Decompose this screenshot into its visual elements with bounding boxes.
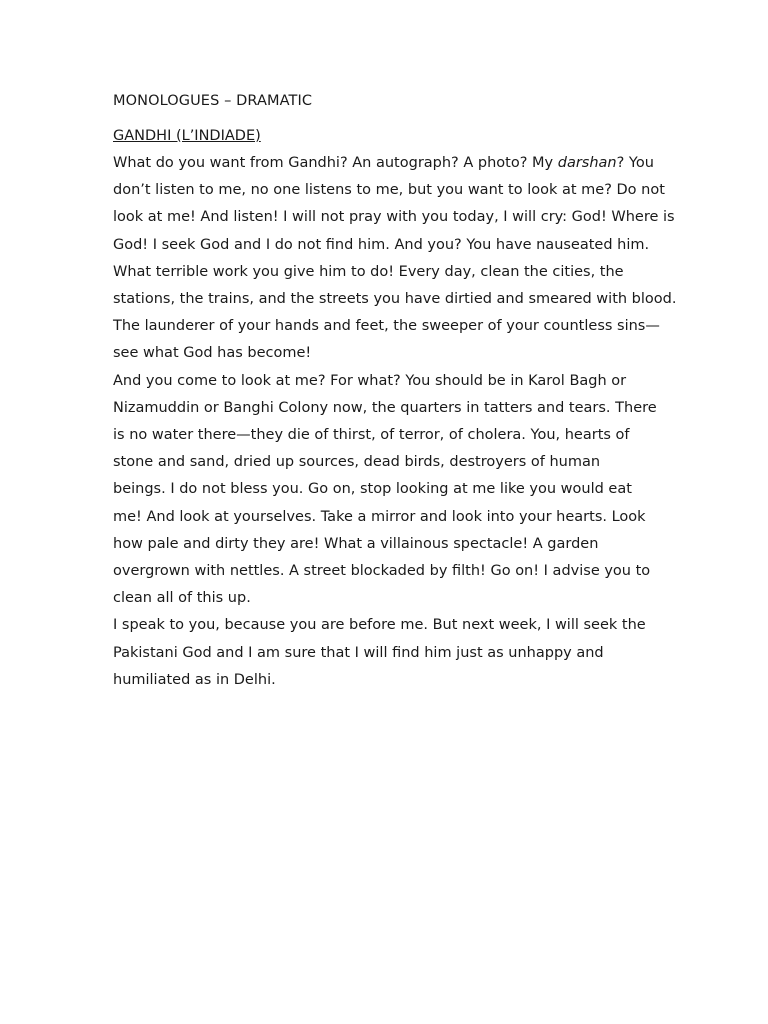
- text-line: The launderer of your hands and feet, the sweeper of your countless sins—: [113, 318, 660, 335]
- text-line: me! And look at yourselves. Take a mirror and look into your hearts. Look: [113, 508, 646, 525]
- text-line: I speak to you, because you are before me. But next week, I will seek the: [113, 617, 646, 634]
- text-line: God! I seek God and I do not find him. And you? You have nauseated him.: [113, 236, 650, 253]
- text-line: see what God has become!: [113, 345, 312, 362]
- document-title: MONOLOGUES – DRAMATIC: [113, 93, 313, 109]
- section-heading: GANDHI (L’INDIADE): [113, 128, 261, 144]
- paragraph-1: [113, 150, 703, 368]
- text-line: beings. I do not bless you. Go on, stop looking at me like you would eat: [113, 481, 632, 498]
- paragraph-3: [113, 612, 703, 694]
- italic-term: darshan: [557, 155, 617, 171]
- text-line: And you come to look at me? For what? You should be in Karol Bagh or: [113, 372, 627, 389]
- text-line: clean all of this up.: [113, 590, 251, 607]
- text-line: stone and sand, dried up sources, dead birds, destroyers of human: [113, 454, 601, 471]
- text-line: What terrible work you give him to do! Every day, clean the cities, the: [113, 263, 624, 280]
- text-line: [113, 150, 703, 177]
- document-page: [113, 88, 703, 694]
- text-line: don’t listen to me, no one listens to me, but you want to look at me? Do not: [113, 182, 665, 199]
- text-run: ? You: [616, 155, 654, 171]
- text-line: Nizamuddin or Banghi Colony now, the quarters in tatters and tears. There: [113, 399, 657, 416]
- text-line: stations, the trains, and the streets you have dirtied and smeared with blood.: [113, 291, 677, 308]
- text-line: how pale and dirty they are! What a villainous spectacle! A garden: [113, 535, 599, 552]
- text-line: Pakistani God and I am sure that I will find him just as unhappy and: [113, 644, 604, 661]
- text-run: What do you want from Gandhi? An autograph? A photo? My: [113, 155, 558, 171]
- text-line: humiliated as in Delhi.: [113, 671, 276, 688]
- text-line: is no water there—they die of thirst, of terror, of cholera. You, hearts of: [113, 427, 630, 444]
- text-line: look at me! And listen! I will not pray with you today, I will cry: God! Where is: [113, 209, 675, 226]
- paragraph-2: [113, 368, 703, 613]
- text-line: overgrown with nettles. A street blockaded by filth! Go on! I advise you to: [113, 563, 651, 580]
